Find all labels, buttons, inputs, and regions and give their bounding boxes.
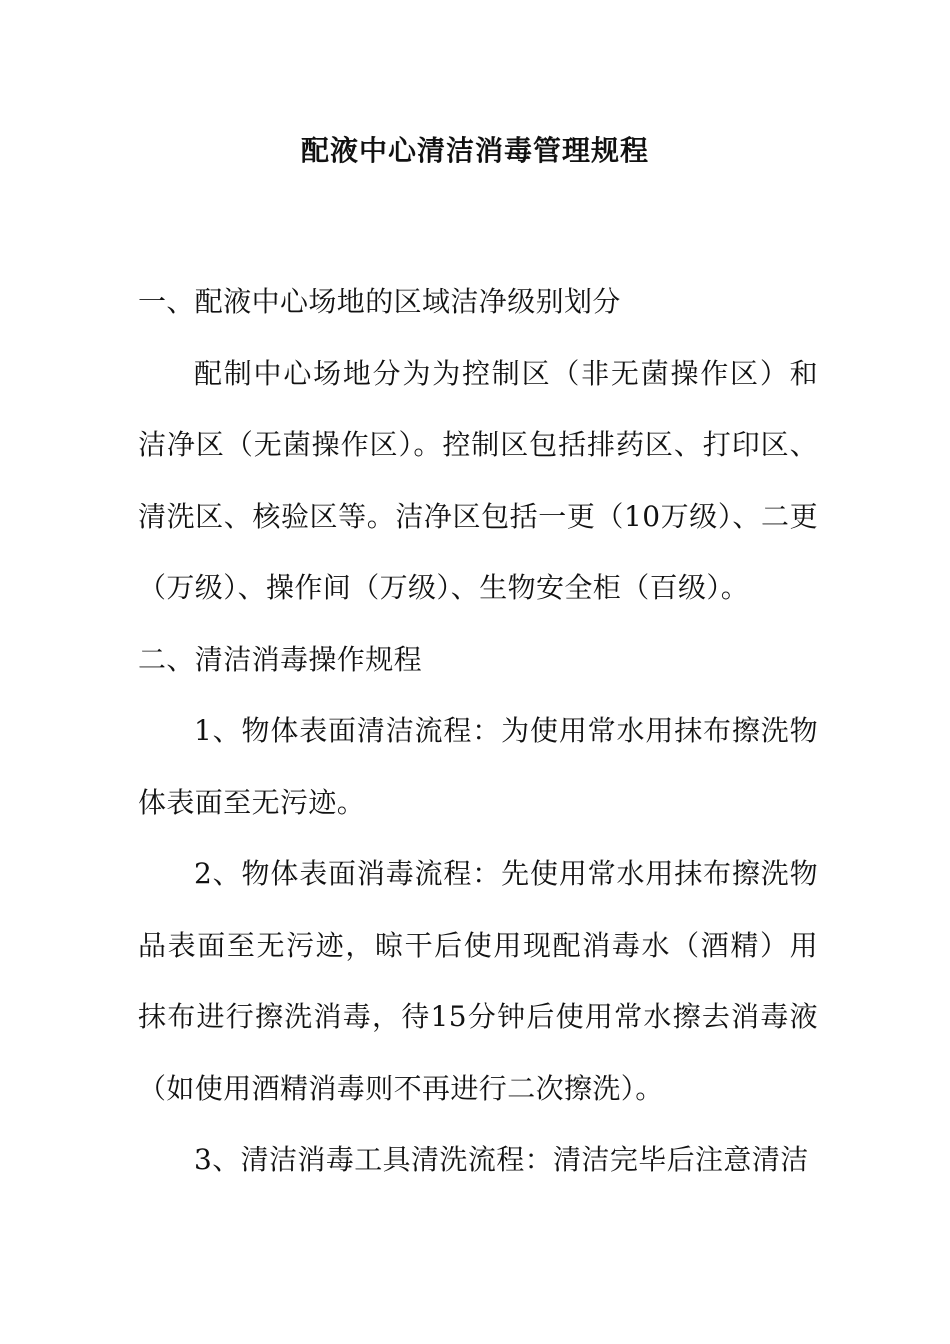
paragraph-tool-cleaning: 3、清洁消毒工具清洗流程：清洁完毕后注意清洁: [194, 1143, 809, 1176]
paragraph-area-classification: 配制中心场地分为为控制区（非无菌操作区）和洁净区（无菌操作区）。控制区包括排药区、打印区、清洗区、核验区等。洁净区包括一更（10万级）、二更（万级）、操作间（万级）、生物安全柜（百级）。: [138, 356, 818, 604]
section-heading-1: 一、配液中心场地的区域洁净级别划分: [138, 285, 621, 318]
section-heading-2: 二、清洁消毒操作规程: [138, 642, 423, 676]
paragraph-surface-disinfection: 2、物体表面消毒流程：先使用常水用抹布擦洗物品表面至无污迹，晾干后使用现配消毒水（酒精）用抹布进行擦洗消毒，待15分钟后使用常水擦去消毒液（如使用酒精消毒则不再进行二次擦洗）。: [138, 857, 818, 1105]
paragraph-surface-cleaning: 1、物体表面清洁流程：为使用常水用抹布擦洗物体表面至无污迹。: [138, 714, 818, 819]
document-body: [138, 266, 818, 1196]
document-title: 配液中心清洁消毒管理规程: [300, 134, 649, 167]
